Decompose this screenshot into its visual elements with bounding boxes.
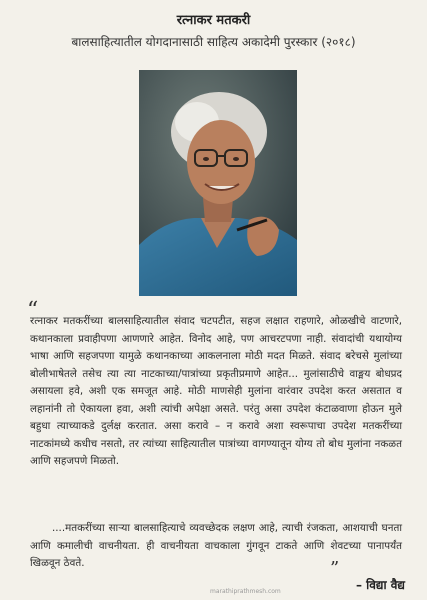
closing-quote-mark: ” bbox=[330, 558, 340, 579]
watermark-text: marathiprathmesh.com bbox=[210, 588, 281, 595]
award-subtitle: बालसाहित्यातील योगदानासाठी साहित्य अकादेमी पुरस्कार (२०१८) bbox=[71, 35, 356, 49]
quote-author: – विद्या वैद्य bbox=[355, 578, 405, 592]
portrait-photo bbox=[139, 70, 297, 296]
opening-quote-mark: “ bbox=[27, 298, 39, 323]
portrait-illustration bbox=[139, 70, 297, 296]
quote-paragraph-1: रत्नाकर मतकरींच्या बालसाहित्यातील संवाद चटपटीत, सहज लक्षात राहणारे, ओळखीचे वाटणारे, कथानकाला प्रवाहीपणा आणणारे आहेत. विनोद आहे, पण आचरटपणा नाही. संवादांची यथायोग्य भाषा आणि सहजपणा यामुळे कथानकाच्या आकलनाला मोठी मदत मिळते. संवाद बरेचसे मुलांच्या बोलीभाषेतले तसेच त्या त्या नाटकाच्या/पात्रांच्या प्रकृतीप्रमाणे आहेत... मुलांसाठीचे वाङ्मय बोधप्रद असायला हवे, अशी एक समजूत आहे. मोठी माणसेही मुलांना वारंवार उपदेश करत असतात व लहानांनी तो ऐकायला हवा, अशी त्यांची अपेक्षा असते. परंतु असा उपदेश कंटाळवाणा होऊन मुले बहुधा त्याच्याकडे दुर्लक्ष करतात. असा करावे – न करावे अशा स्वरूपाचा उपदेश मतकरींच्या नाटकांमध्ये कधीच नसतो, तर त्यांच्या साहित्यातील पात्रांच्या वागण्यातून योग्य तो बोध मुलांना नकळत आणि सहजपणे मिळतो. bbox=[30, 315, 402, 467]
quote-paragraph-2: ....मतकरींच्या साऱ्या बालसाहित्याचे व्यवच्छेदक लक्षण आहे, त्याची रंजकता, आशयाची घनता आणि कमालीची वाचनीयता. ही वाचनीयता वाचकाला गुंगवून टाकते आणि शेवटच्या पानापर्यंत खिळवून ठेवते. bbox=[30, 522, 402, 569]
author-name-heading: रत्नाकर मतकरी bbox=[176, 13, 251, 28]
